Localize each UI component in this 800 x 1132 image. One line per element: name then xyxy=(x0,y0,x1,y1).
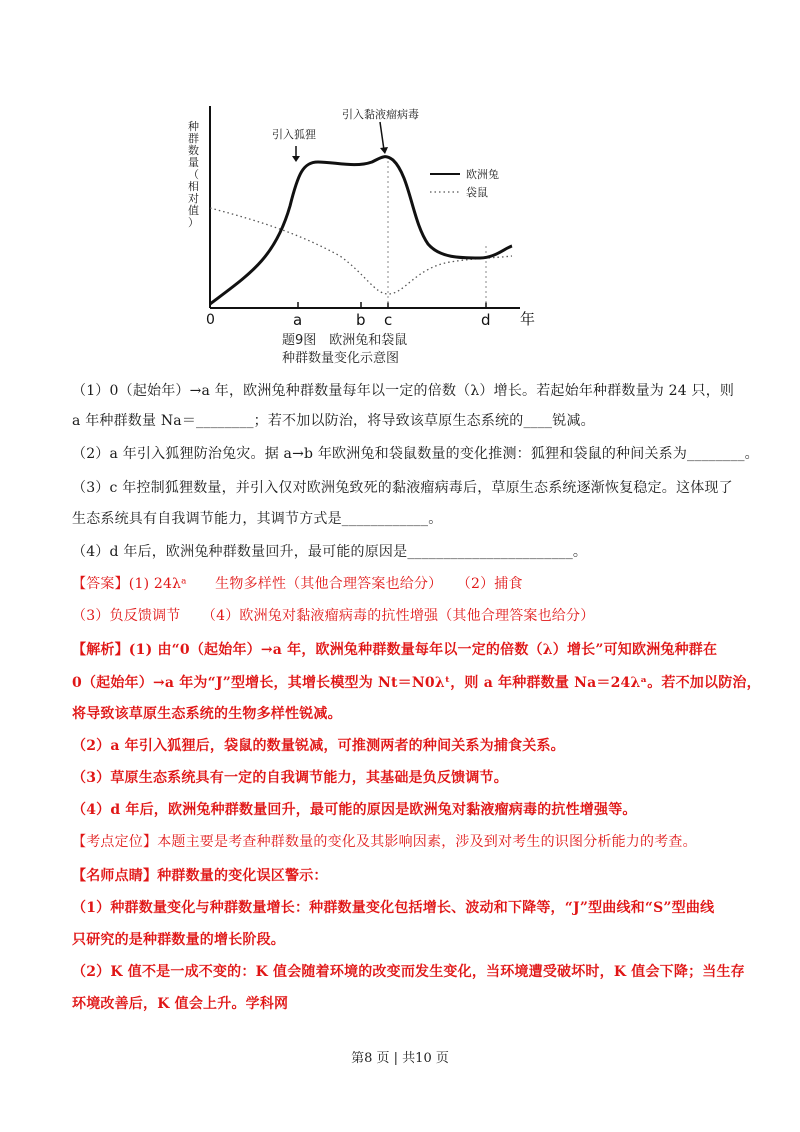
y-axis-label-char: 相 xyxy=(188,180,199,193)
x-axis-label: 年 xyxy=(520,310,536,328)
origin-label: 0 xyxy=(206,312,215,328)
y-axis-label-char: 值 xyxy=(188,204,199,217)
analysis-line-3: 将导致该草原生态系统的生物多样性锐减。 xyxy=(72,706,342,722)
kangaroo-curve xyxy=(210,208,512,294)
legend-kangaroo: 袋鼠 xyxy=(466,186,488,199)
y-axis-label-char: 数 xyxy=(188,144,199,157)
tick-label-b: b xyxy=(356,311,366,329)
question-2-line-1: （2）a 年引入狐狸防治兔灾。据 a→b 年欧洲兔和袋鼠数量的变化推测：狐狸和袋鼠的种间关系为________。 xyxy=(72,446,759,462)
figure-caption-line1: 题9图 欧洲兔和袋鼠 xyxy=(282,333,408,348)
y-axis-label-char: 对 xyxy=(188,192,199,205)
question-4-line-1: （4）d 年后，欧洲兔种群数量回升，最可能的原因是_______________________。 xyxy=(72,544,588,560)
mingshi-line-1: 【名师点睛】种群数量的变化误区警示： xyxy=(72,868,328,884)
analysis-line-4: （2）a 年引入狐狸后，袋鼠的数量锐减，可推测两者的种间关系为捕食关系。 xyxy=(72,738,565,754)
tick-label-a: a xyxy=(293,311,303,329)
analysis-line-1: 【解析】(1) 由“0（起始年）→a 年，欧洲兔种群数量每年以一定的倍数（λ）增长”可知欧洲兔种群在 xyxy=(72,642,718,658)
analysis-line-6: （4）d 年后，欧洲兔种群数量回升，最可能的原因是欧洲兔对黏液瘤病毒的抗性增强等。 xyxy=(72,802,637,818)
fox-arrowhead xyxy=(292,156,300,162)
analysis-line-2: 0（起始年）→a 年为“J”型增长，其增长模型为 Nt＝N0λᵗ，则 a 年种群数量 Na＝24λᵃ。若不加以防治， xyxy=(72,675,761,691)
mingshi-line-3: 只研究的是种群数量的增长阶段。 xyxy=(72,932,285,948)
analysis-line-5: （3）草原生态系统具有一定的自我调节能力，其基础是负反馈调节。 xyxy=(72,770,508,786)
question-1-line-2: a 年种群数量 Na＝________；若不加以防治，将导致该草原生态系统的____锐减。 xyxy=(72,413,595,429)
answer-line-2: （3）负反馈调节 （4）欧洲兔对黏液瘤病毒的抗性增强（其他合理答案也给分） xyxy=(72,608,595,624)
population-figure xyxy=(160,96,560,366)
kaodian-line-1: 【考点定位】本题主要是考查种群数量的变化及其影响因素，涉及到对考生的识图分析能力的考查。 xyxy=(72,834,697,850)
mingshi-line-2: （1）种群数量变化与种群数量增长：种群数量变化包括增长、波动和下降等，“J”型曲线和“S”型曲线 xyxy=(72,900,715,916)
y-axis-label-char: 种 xyxy=(188,120,199,133)
mingshi-line-5: 环境改善后，K 值会上升。学科网 xyxy=(72,996,289,1012)
y-axis-label-char: 量 xyxy=(188,156,199,169)
y-axis-label-char: 群 xyxy=(188,132,199,145)
legend-rabbit: 欧洲兔 xyxy=(466,168,499,181)
annotation-fox: 引入狐狸 xyxy=(272,128,316,141)
question-3-line-1: （3）c 年控制狐狸数量，并引入仅对欧洲兔致死的黏液瘤病毒后，草原生态系统逐渐恢复稳定。这体现了 xyxy=(72,480,733,496)
y-axis-label xyxy=(188,120,199,229)
page-footer: 第8 页 | 共10 页 xyxy=(351,1051,449,1066)
annotation-virus: 引入黏液瘤病毒 xyxy=(342,108,419,121)
mingshi-line-4: （2）K 值不是一成不变的：K 值会随着环境的改变而发生变化，当环境遭受破坏时，K 值会下降；当生存 xyxy=(72,964,745,980)
answer-line-1: 【答案】(1) 24λᵃ 生物多样性（其他合理答案也给分） （2）捕食 xyxy=(72,576,523,592)
y-axis-label-char: （ xyxy=(188,168,199,181)
question-1-line-1: （1）0（起始年）→a 年，欧洲兔种群数量每年以一定的倍数（λ）增长。若起始年种群数量为 24 只，则 xyxy=(72,383,735,399)
virus-arrow xyxy=(380,122,384,150)
virus-arrowhead xyxy=(380,147,388,154)
y-axis-label-char: ） xyxy=(188,216,199,229)
figure-caption-line2: 种群数量变化示意图 xyxy=(282,351,400,366)
tick-label-c: c xyxy=(384,311,393,329)
tick-label-d: d xyxy=(481,311,491,329)
question-3-line-2: 生态系统具有自我调节能力，其调节方式是____________。 xyxy=(72,511,443,527)
